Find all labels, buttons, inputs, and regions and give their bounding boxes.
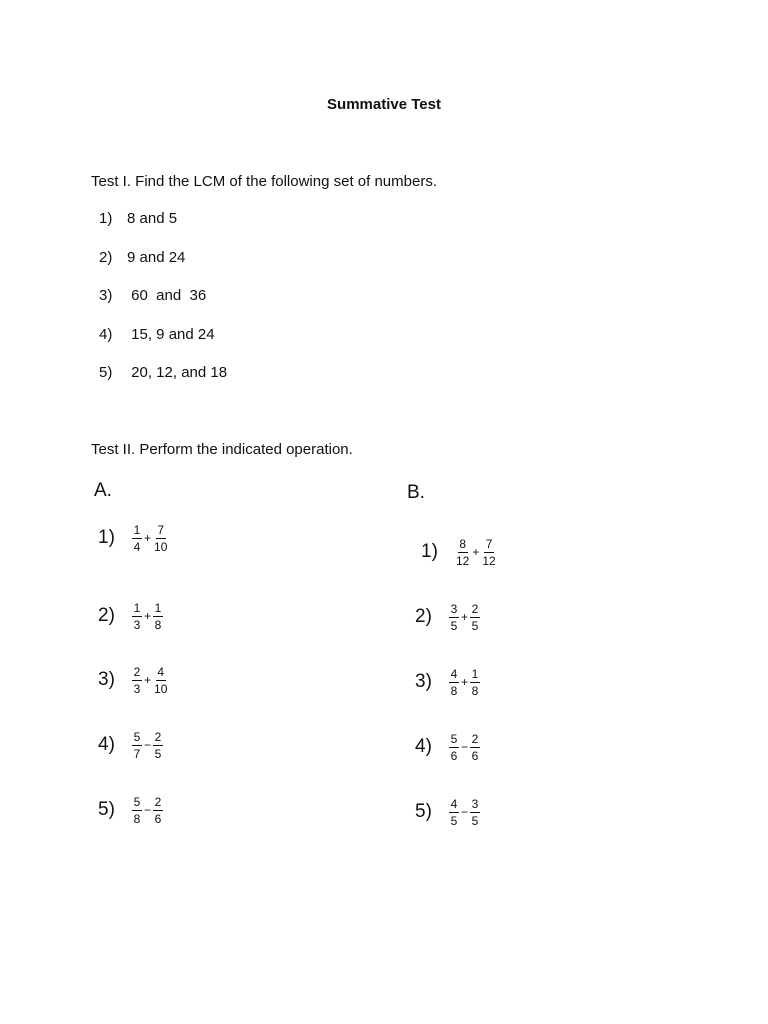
fraction-question — [415, 597, 480, 637]
numerator: 2 — [154, 794, 162, 809]
numerator: 1 — [133, 600, 141, 615]
operator: + — [461, 675, 469, 689]
list-item — [99, 364, 227, 403]
question-number: 2) — [415, 606, 432, 627]
denominator: 7 — [133, 746, 141, 761]
numerator: 2 — [471, 731, 479, 746]
list-item — [99, 326, 227, 365]
item-text: 9 and 24 — [127, 248, 186, 266]
numerator: 4 — [450, 666, 458, 681]
operator: + — [461, 610, 469, 624]
numerator: 5 — [133, 729, 141, 744]
fraction — [153, 601, 163, 632]
denominator: 6 — [450, 748, 458, 763]
test1-heading: Test I. Find the LCM of the following set of numbers. — [91, 173, 437, 190]
fraction-question — [415, 662, 480, 702]
question-number: 1) — [421, 541, 438, 562]
fraction — [132, 601, 142, 632]
fraction — [455, 537, 470, 568]
fraction — [470, 797, 480, 828]
question-number: 3) — [98, 669, 115, 690]
denominator: 10 — [154, 681, 168, 696]
question-number: 1) — [98, 527, 115, 548]
page-title: Summative Test — [327, 96, 441, 113]
fraction — [132, 523, 142, 554]
numerator: 4 — [157, 664, 165, 679]
item-number: 5) — [99, 364, 113, 381]
operator: − — [461, 805, 469, 819]
item-number: 4) — [99, 325, 113, 343]
item-text: 60 and 36 — [127, 287, 207, 304]
numerator: 1 — [133, 522, 141, 537]
fraction — [153, 523, 168, 554]
question-number: 4) — [415, 736, 432, 757]
denominator: 8 — [471, 683, 479, 698]
denominator: 5 — [471, 813, 479, 828]
fraction-question — [98, 790, 163, 830]
denominator: 8 — [154, 617, 162, 632]
denominator: 3 — [133, 617, 141, 632]
fraction-question — [415, 792, 480, 832]
column-b-label: B. — [407, 482, 425, 503]
denominator: 6 — [471, 748, 479, 763]
item-number: 1) — [99, 210, 113, 227]
numerator: 7 — [157, 522, 165, 537]
list-item — [99, 210, 227, 249]
fraction — [132, 665, 142, 696]
fraction — [449, 797, 459, 828]
fraction — [132, 730, 142, 761]
question-number: 3) — [415, 671, 432, 692]
fraction — [132, 795, 142, 826]
denominator: 5 — [471, 618, 479, 633]
numerator: 2 — [471, 601, 479, 616]
fraction-question — [98, 518, 168, 558]
test2-heading: Test II. Perform the indicated operation. — [91, 441, 353, 458]
list-item — [99, 249, 227, 288]
fraction — [449, 732, 459, 763]
question-number: 4) — [98, 734, 115, 755]
fraction — [153, 730, 163, 761]
numerator: 2 — [133, 664, 141, 679]
denominator: 4 — [133, 539, 141, 554]
item-number: 2) — [99, 248, 113, 266]
denominator: 6 — [154, 811, 162, 826]
fraction-question — [98, 725, 163, 765]
numerator: 7 — [485, 536, 493, 551]
operator: − — [461, 740, 469, 754]
fraction — [449, 667, 459, 698]
numerator: 5 — [450, 731, 458, 746]
operator: − — [144, 738, 152, 752]
denominator: 12 — [456, 553, 470, 568]
item-number: 3) — [99, 287, 113, 304]
denominator: 5 — [154, 746, 162, 761]
numerator: 3 — [450, 601, 458, 616]
numerator: 2 — [154, 729, 162, 744]
test1-list — [99, 210, 227, 403]
fraction-question — [415, 727, 480, 767]
item-text: 20, 12, and 18 — [127, 364, 228, 381]
denominator: 5 — [450, 813, 458, 828]
numerator: 5 — [133, 794, 141, 809]
fraction — [470, 667, 480, 698]
numerator: 1 — [471, 666, 479, 681]
numerator: 4 — [450, 796, 458, 811]
denominator: 3 — [133, 681, 141, 696]
fraction — [153, 795, 163, 826]
operator: + — [144, 531, 152, 545]
numerator: 8 — [459, 536, 467, 551]
item-text: 15, 9 and 24 — [127, 325, 215, 343]
operator: + — [144, 673, 152, 687]
denominator: 5 — [450, 618, 458, 633]
question-number: 5) — [415, 801, 432, 822]
numerator: 3 — [471, 796, 479, 811]
fraction — [470, 602, 480, 633]
operator: + — [144, 609, 152, 623]
numerator: 1 — [154, 600, 162, 615]
column-a-label: A. — [94, 480, 112, 501]
item-text: 8 and 5 — [127, 210, 178, 227]
fraction-question — [98, 596, 163, 636]
operator: − — [144, 803, 152, 817]
fraction-question — [421, 532, 497, 572]
operator: + — [472, 545, 480, 559]
fraction — [470, 732, 480, 763]
denominator: 8 — [450, 683, 458, 698]
denominator: 12 — [482, 553, 496, 568]
question-number: 2) — [98, 605, 115, 626]
fraction — [153, 665, 168, 696]
denominator: 10 — [154, 539, 168, 554]
list-item — [99, 287, 227, 326]
denominator: 8 — [133, 811, 141, 826]
fraction-question — [98, 660, 168, 700]
fraction — [481, 537, 496, 568]
fraction — [449, 602, 459, 633]
question-number: 5) — [98, 799, 115, 820]
